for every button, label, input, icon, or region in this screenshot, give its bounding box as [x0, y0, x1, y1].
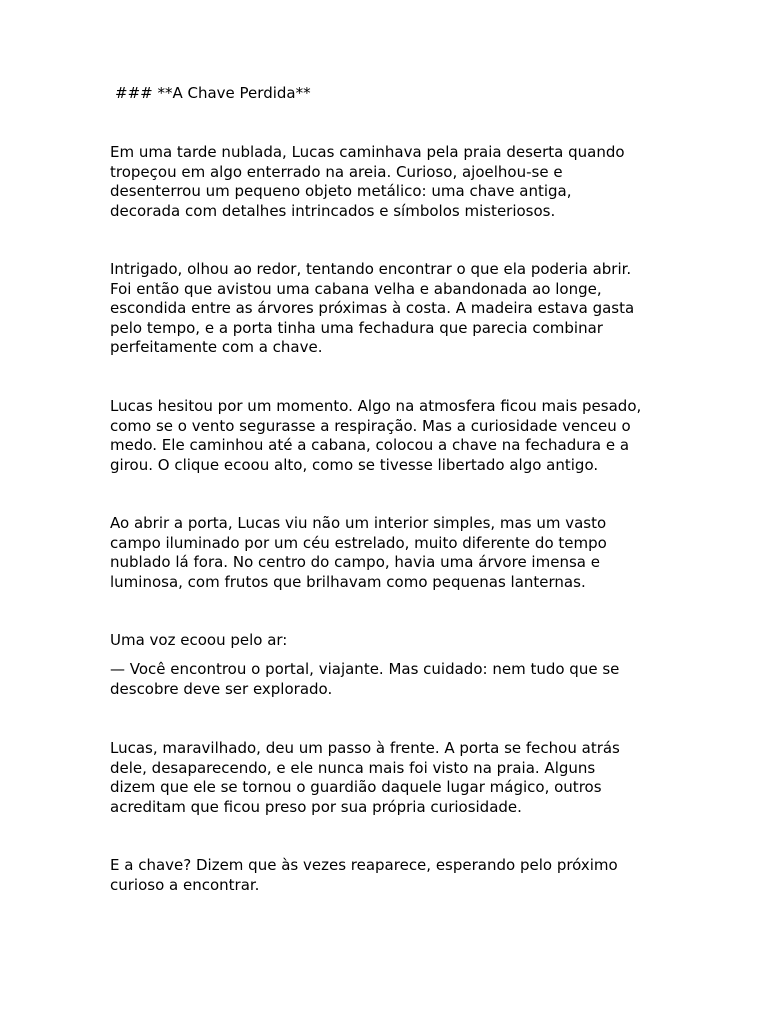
paragraph-line: nublado lá fora. No centro do campo, havia uma árvore imensa e: [110, 553, 600, 571]
paragraph-line: Em uma tarde nublada, Lucas caminhava pela praia deserta quando: [110, 143, 625, 161]
paragraph-line: Lucas, maravilhado, deu um passo à frente. A porta se fechou atrás: [110, 739, 620, 757]
paragraph-line: campo iluminado por um céu estrelado, muito diferente do tempo: [110, 533, 607, 552]
paragraph-line: desenterrou um pequeno objeto metálico: uma chave antiga,: [110, 182, 572, 200]
paragraph-2: [110, 260, 670, 358]
paragraph-1: [110, 143, 670, 221]
paragraph-line: descobre deve ser explorado.: [110, 679, 333, 698]
paragraph-line: Foi então que avistou uma cabana velha e abandonada ao longe,: [110, 279, 602, 298]
paragraph-line: luminosa, com frutos que brilhavam como pequenas lanternas.: [110, 572, 586, 591]
paragraph-line: tropeçou em algo enterrado na areia. Curioso, ajoelhou-se e: [110, 162, 563, 181]
paragraph-line: escondida entre as árvores próximas à costa. A madeira estava gasta: [110, 299, 635, 317]
paragraph-line: girou. O clique ecoou alto, como se tivesse libertado algo antigo.: [110, 455, 599, 474]
paragraph-line: E a chave? Dizem que às vezes reaparece, esperando pelo próximo: [110, 856, 618, 874]
paragraph-3: [110, 397, 670, 475]
paragraph-6: [110, 660, 670, 699]
paragraph-7: [110, 739, 670, 817]
paragraph-line: perfeitamente com a chave.: [110, 338, 323, 356]
paragraph-5: [110, 631, 670, 651]
paragraph-line: — Você encontrou o portal, viajante. Mas cuidado: nem tudo que se: [110, 660, 620, 678]
paragraph-line: acreditam que ficou preso por sua própria curiosidade.: [110, 797, 522, 816]
paragraph-line: dizem que ele se tornou o guardião daquele lugar mágico, outros: [110, 778, 602, 796]
paragraph-8: [110, 856, 670, 895]
paragraph-line: dele, desaparecendo, e ele nunca mais foi visto na praia. Alguns: [110, 758, 596, 777]
paragraph-line: Uma voz ecoou pelo ar:: [110, 631, 288, 649]
paragraph-line: Lucas hesitou por um momento. Algo na atmosfera ficou mais pesado,: [110, 397, 642, 415]
paragraph-line: pelo tempo, e a porta tinha uma fechadura que parecia combinar: [110, 318, 603, 337]
paragraph-line: como se o vento segurasse a respiração. Mas a curiosidade venceu o: [110, 416, 631, 435]
paragraph-line: decorada com detalhes intrincados e símbolos misteriosos.: [110, 201, 556, 220]
paragraph-line: medo. Ele caminhou até a cabana, colocou a chave na fechadura e a: [110, 436, 630, 454]
document-title: ### **A Chave Perdida**: [115, 84, 311, 102]
paragraph-line: Intrigado, olhou ao redor, tentando encontrar o que ela poderia abrir.: [110, 260, 632, 278]
paragraph-4: [110, 514, 670, 592]
paragraph-line: curioso a encontrar.: [110, 875, 260, 894]
paragraph-line: Ao abrir a porta, Lucas viu não um interior simples, mas um vasto: [110, 514, 607, 532]
